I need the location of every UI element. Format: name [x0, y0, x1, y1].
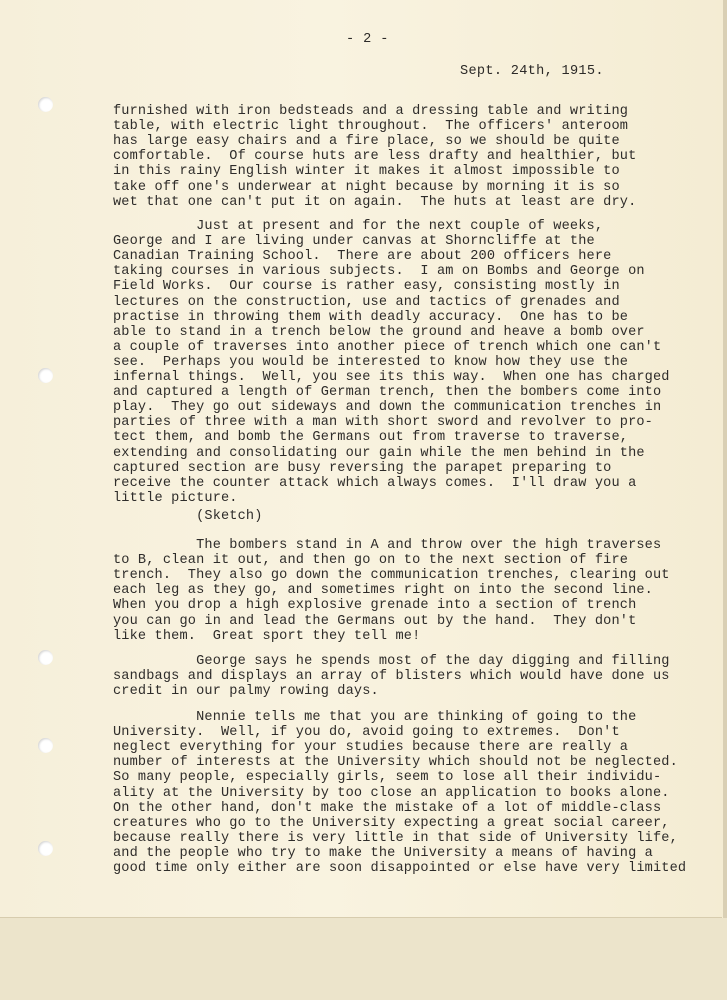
text-line: play. They go out sideways and down the communication trenches in	[113, 400, 662, 416]
paper-edge-line	[0, 917, 722, 918]
text-line: receive the counter attack which always comes. I'll draw you a	[113, 475, 637, 491]
text-line: sandbags and displays an array of blisters which would have done us	[113, 669, 670, 685]
text-line: each leg as they go, and sometimes right on into the second line.	[113, 583, 653, 599]
text-line: and the people who try to make the University a means of having a	[113, 845, 653, 861]
text-line: trench. They also go down the communication trenches, clearing out	[113, 568, 670, 584]
punch-hole	[38, 738, 53, 753]
page-right-edge	[723, 0, 727, 1000]
text-line: University. Well, if you do, avoid going to extremes. Don't	[113, 725, 620, 741]
text-line: has large easy chairs and a fire place, so we should be quite	[113, 134, 620, 150]
text-line: The bombers stand in A and throw over the high traverses	[113, 538, 662, 553]
text-line: Canadian Training School. There are about 200 officers here	[113, 249, 612, 265]
text-line: able to stand in a trench below the ground and heave a bomb over	[113, 324, 645, 340]
text-line: practise in throwing them with deadly accuracy. One has to be	[113, 309, 629, 325]
text-line: credit in our palmy rowing days.	[113, 684, 379, 700]
text-line: George and I are living under canvas at Shorncliffe at the	[113, 234, 595, 250]
text-line: in this rainy English winter it makes it almost impossible to	[113, 164, 620, 180]
text-line: Just at present and for the next couple of weeks,	[113, 219, 604, 234]
text-line: you can go in and lead the Germans out by the hand. They don't	[113, 613, 637, 629]
text-line: to B, clean it out, and then go on to the next section of fire	[113, 553, 629, 569]
text-line: On the other hand, don't make the mistake of a lot of middle-class	[113, 800, 662, 816]
text-line: lectures on the construction, use and tactics of grenades and	[113, 294, 620, 310]
text-line: infernal things. Well, you see its this way. When one has charged	[113, 370, 670, 385]
text-line: When you drop a high explosive grenade into a section of trench	[113, 598, 637, 614]
text-line: Field Works. Our course is rather easy, consisting mostly in	[113, 279, 620, 295]
text-line: little picture.	[113, 490, 238, 506]
text-line: and captured a length of German trench, then the bombers come into	[113, 385, 662, 401]
text-line: tect them, and bomb the Germans out from traverse to traverse,	[113, 430, 629, 446]
text-line: Nennie tells me that you are thinking of going to the	[113, 710, 637, 725]
letter-date: Sept. 24th, 1915.	[460, 64, 604, 79]
text-line: see. Perhaps you would be interested to know how they use the	[113, 354, 629, 370]
punch-hole	[38, 368, 53, 383]
text-line: George says he spends most of the day digging and filling	[113, 654, 670, 669]
punch-hole	[38, 650, 53, 665]
text-line: because really there is very little in that side of University life,	[113, 830, 678, 846]
text-line: creatures who go to the University expecting a great social career,	[113, 815, 670, 831]
text-line: wet that one can't put it on again. The huts at least are dry.	[113, 194, 637, 210]
text-line: number of interests at the University which should not be neglected.	[113, 755, 678, 771]
text-line: neglect everything for your studies because there are really a	[113, 740, 629, 756]
text-line: parties of three with a man with short sword and revolver to pro-	[113, 415, 653, 431]
text-line: like them. Great sport they tell me!	[113, 628, 421, 644]
text-line: table, with electric light throughout. The officers' anteroom	[113, 119, 629, 135]
page-number: - 2 -	[346, 32, 389, 47]
text-line: So many people, especially girls, seem to lose all their individu-	[113, 770, 662, 786]
text-line: a couple of traverses into another piece of trench which one can't	[113, 339, 662, 355]
text-line: extending and consolidating our gain while the men behind in the	[113, 445, 645, 461]
punch-hole	[38, 97, 53, 112]
text-line: taking courses in various subjects. I am on Bombs and George on	[113, 264, 645, 280]
text-line: furnished with iron bedsteads and a dressing table and writing	[113, 104, 629, 119]
punch-hole	[38, 841, 53, 856]
text-line: comfortable. Of course huts are less drafty and healthier, but	[113, 149, 637, 165]
text-line: captured section are busy reversing the parapet preparing to	[113, 460, 612, 476]
text-line: (Sketch)	[113, 509, 263, 524]
text-line: ality at the University by too close an application to books alone.	[113, 785, 670, 801]
text-line: take off one's underwear at night because by morning it is so	[113, 179, 620, 195]
page-bottom-margin	[0, 918, 727, 1000]
text-line: good time only either are soon disappointed or else have very limited	[113, 861, 687, 876]
